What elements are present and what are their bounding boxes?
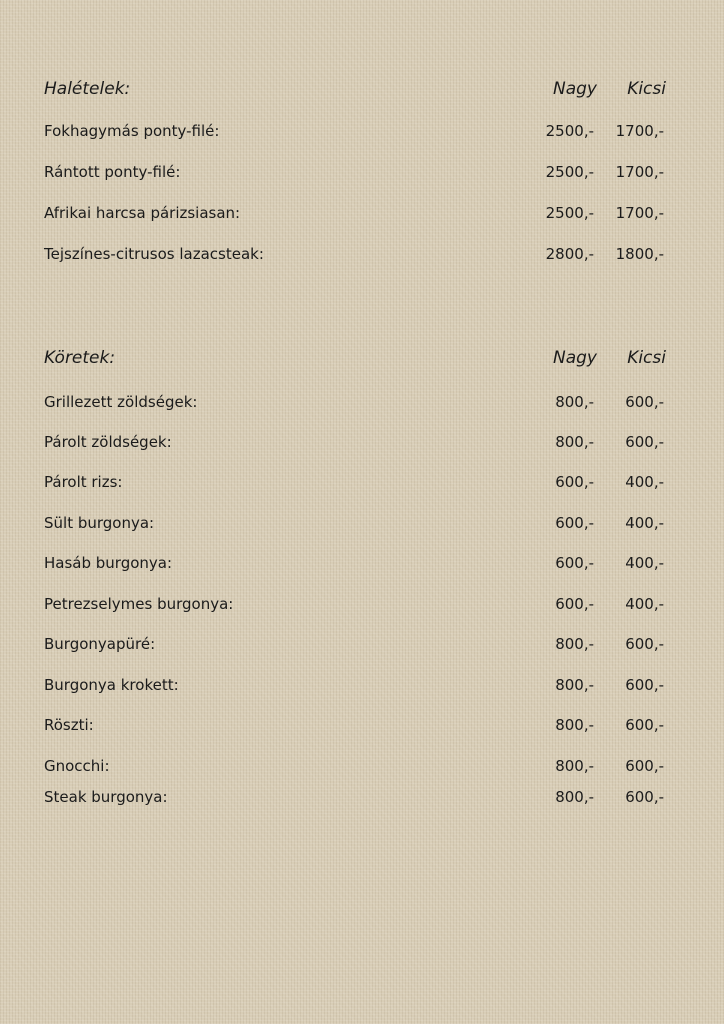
item-name: Rántott ponty-filé: <box>44 163 181 181</box>
price-large: 800,- <box>555 757 594 775</box>
price-large: 2500,- <box>545 163 594 181</box>
item-name: Grillezett zöldségek: <box>44 393 198 411</box>
item-name: Fokhagymás ponty-filé: <box>44 122 220 140</box>
price-small: 600,- <box>625 757 664 775</box>
item-name: Tejszínes-citrusos lazacsteak: <box>44 245 264 263</box>
menu-item <box>0 430 724 454</box>
item-name: Burgonya krokett: <box>44 676 179 694</box>
price-small: 1700,- <box>615 204 664 222</box>
price-small: 600,- <box>625 635 664 653</box>
menu-item <box>0 551 724 575</box>
price-small: 400,- <box>625 595 664 613</box>
column-header-large: Nagy <box>553 79 597 99</box>
price-small: 400,- <box>625 554 664 572</box>
section-header <box>0 346 724 370</box>
column-header-large: Nagy <box>553 348 597 368</box>
section-header <box>0 77 724 101</box>
section-title: Halételek: <box>44 79 131 99</box>
item-name: Röszti: <box>44 716 94 734</box>
item-name: Burgonyapüré: <box>44 635 156 653</box>
item-name: Sült burgonya: <box>44 514 155 532</box>
menu-item <box>0 673 724 697</box>
price-large: 600,- <box>555 595 594 613</box>
item-name: Afrikai harcsa párizsiasan: <box>44 204 241 222</box>
section-title: Köretek: <box>44 348 116 368</box>
column-header-small: Kicsi <box>627 79 666 99</box>
menu-item <box>0 754 724 778</box>
menu-item <box>0 119 724 143</box>
menu-item <box>0 390 724 414</box>
price-small: 1700,- <box>615 163 664 181</box>
price-large: 800,- <box>555 788 594 806</box>
price-large: 800,- <box>555 433 594 451</box>
price-small: 600,- <box>625 788 664 806</box>
menu-item <box>0 713 724 737</box>
menu-item <box>0 201 724 225</box>
column-header-small: Kicsi <box>627 348 666 368</box>
price-large: 2500,- <box>545 204 594 222</box>
item-name: Párolt rizs: <box>44 473 123 491</box>
price-large: 800,- <box>555 393 594 411</box>
price-small: 600,- <box>625 393 664 411</box>
price-small: 600,- <box>625 433 664 451</box>
menu-item <box>0 592 724 616</box>
price-large: 2500,- <box>545 122 594 140</box>
price-large: 600,- <box>555 554 594 572</box>
menu-item <box>0 785 724 809</box>
menu-item <box>0 632 724 656</box>
item-name: Petrezselymes burgonya: <box>44 595 234 613</box>
menu-item <box>0 160 724 184</box>
price-small: 400,- <box>625 473 664 491</box>
price-large: 800,- <box>555 676 594 694</box>
price-large: 800,- <box>555 635 594 653</box>
item-name: Hasáb burgonya: <box>44 554 173 572</box>
price-small: 400,- <box>625 514 664 532</box>
price-large: 600,- <box>555 514 594 532</box>
price-small: 600,- <box>625 716 664 734</box>
price-large: 2800,- <box>545 245 594 263</box>
price-small: 1800,- <box>615 245 664 263</box>
item-name: Steak burgonya: <box>44 788 168 806</box>
menu-item <box>0 470 724 494</box>
menu-item <box>0 511 724 535</box>
item-name: Gnocchi: <box>44 757 110 775</box>
price-small: 600,- <box>625 676 664 694</box>
price-large: 800,- <box>555 716 594 734</box>
item-name: Párolt zöldségek: <box>44 433 172 451</box>
price-small: 1700,- <box>615 122 664 140</box>
price-large: 600,- <box>555 473 594 491</box>
menu-item <box>0 242 724 266</box>
